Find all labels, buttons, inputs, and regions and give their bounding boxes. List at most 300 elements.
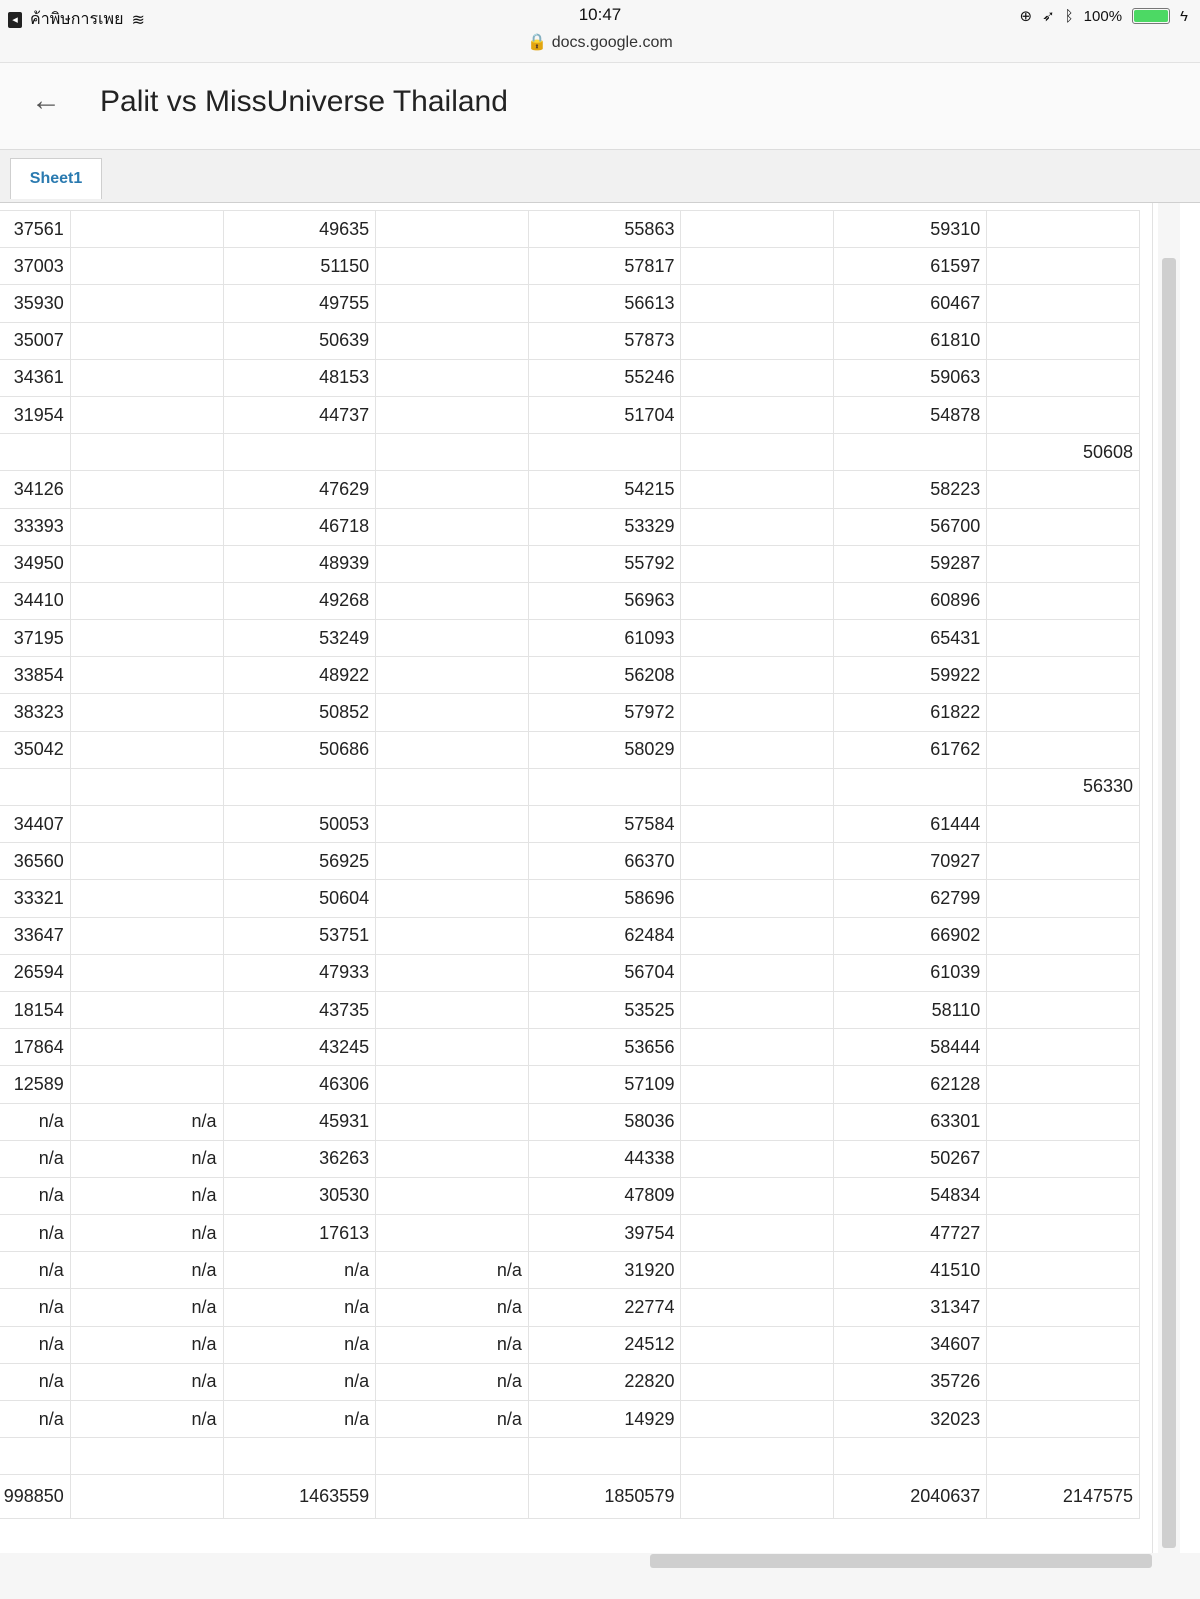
table-cell[interactable] <box>833 1438 987 1475</box>
table-cell[interactable]: n/a <box>223 1326 376 1363</box>
table-cell[interactable] <box>681 1177 833 1214</box>
table-cell[interactable]: 39754 <box>528 1215 681 1252</box>
table-cell[interactable]: n/a <box>0 1401 70 1438</box>
table-cell[interactable] <box>681 471 833 508</box>
table-cell[interactable] <box>987 917 1140 954</box>
table-cell[interactable]: 59287 <box>833 545 987 582</box>
table-cell[interactable]: 34950 <box>0 545 70 582</box>
table-cell[interactable]: 1463559 <box>223 1475 376 1519</box>
table-cell[interactable]: n/a <box>223 1401 376 1438</box>
battery-percent: 100% <box>1083 7 1123 25</box>
table-row <box>0 694 1140 731</box>
table-cell[interactable] <box>987 211 1140 248</box>
table-cell[interactable] <box>987 1363 1140 1400</box>
table-cell[interactable] <box>987 1029 1140 1066</box>
table-cell[interactable] <box>987 731 1140 768</box>
table-cell[interactable] <box>376 434 529 471</box>
table-cell[interactable] <box>376 471 529 508</box>
table-cell[interactable]: n/a <box>0 1103 70 1140</box>
table-cell[interactable]: 58223 <box>833 471 987 508</box>
table-cell[interactable] <box>681 582 833 619</box>
table-cell[interactable]: 24512 <box>528 1326 681 1363</box>
table-cell[interactable] <box>70 620 223 657</box>
table-cell[interactable]: 50053 <box>223 806 376 843</box>
table-cell[interactable]: n/a <box>223 1289 376 1326</box>
table-cell[interactable]: 66370 <box>528 843 681 880</box>
table-cell[interactable]: 41510 <box>833 1252 987 1289</box>
table-cell[interactable] <box>376 768 529 805</box>
table-cell[interactable]: 57584 <box>528 806 681 843</box>
table-cell[interactable] <box>681 1252 833 1289</box>
table-cell[interactable]: 62484 <box>528 917 681 954</box>
back-arrow-icon[interactable]: ← <box>31 84 61 117</box>
table-cell[interactable] <box>987 954 1140 991</box>
table-cell[interactable] <box>376 322 529 359</box>
table-cell[interactable] <box>681 806 833 843</box>
table-cell[interactable] <box>376 991 529 1028</box>
table-cell[interactable] <box>70 322 223 359</box>
table-cell[interactable]: 47933 <box>223 954 376 991</box>
table-cell[interactable] <box>70 359 223 396</box>
table-cell[interactable]: n/a <box>70 1289 223 1326</box>
url-text: docs.google.com <box>551 34 673 51</box>
table-cell[interactable] <box>376 396 529 433</box>
table-cell[interactable]: 46306 <box>223 1066 376 1103</box>
table-cell[interactable] <box>681 508 833 545</box>
table-cell[interactable]: 44737 <box>223 396 376 433</box>
table-row <box>0 582 1140 619</box>
table-cell[interactable]: 31347 <box>833 1289 987 1326</box>
table-cell[interactable]: 38323 <box>0 694 70 731</box>
orientation-lock-icon: ⊕ <box>1019 8 1033 25</box>
table-cell[interactable] <box>681 359 833 396</box>
table-cell[interactable]: 34361 <box>0 359 70 396</box>
table-cell[interactable] <box>681 843 833 880</box>
table-cell[interactable] <box>70 545 223 582</box>
table-cell[interactable] <box>987 545 1140 582</box>
table-cell[interactable] <box>376 1029 529 1066</box>
table-cell[interactable]: 56700 <box>833 508 987 545</box>
table-cell[interactable]: 33393 <box>0 508 70 545</box>
table-cell[interactable] <box>987 248 1140 285</box>
table-cell[interactable] <box>987 1177 1140 1214</box>
table-cell[interactable]: n/a <box>0 1326 70 1363</box>
table-cell[interactable] <box>987 880 1140 917</box>
table-cell[interactable]: 44338 <box>528 1140 681 1177</box>
table-cell[interactable] <box>681 248 833 285</box>
table-cell[interactable]: 32023 <box>833 1401 987 1438</box>
table-cell[interactable] <box>681 768 833 805</box>
table-cell[interactable]: 46718 <box>223 508 376 545</box>
table-cell[interactable] <box>987 1438 1140 1475</box>
table-cell[interactable] <box>681 917 833 954</box>
table-row <box>0 1289 1140 1326</box>
horizontal-scrollbar-thumb[interactable] <box>650 1554 1152 1568</box>
table-cell[interactable] <box>987 657 1140 694</box>
table-cell[interactable] <box>70 768 223 805</box>
table-cell[interactable] <box>681 954 833 991</box>
table-cell[interactable]: n/a <box>376 1363 529 1400</box>
table-cell[interactable] <box>70 657 223 694</box>
tab-sheet1[interactable]: Sheet1 <box>10 158 102 199</box>
table-row <box>0 1326 1140 1363</box>
table-cell[interactable]: 45931 <box>223 1103 376 1140</box>
table-cell[interactable] <box>376 1066 529 1103</box>
table-cell[interactable]: n/a <box>376 1326 529 1363</box>
battery-fill <box>1134 10 1168 22</box>
table-cell[interactable]: 57873 <box>528 322 681 359</box>
table-cell[interactable] <box>376 880 529 917</box>
table-cell[interactable]: n/a <box>223 1252 376 1289</box>
table-cell[interactable] <box>681 545 833 582</box>
table-cell[interactable] <box>681 1475 833 1519</box>
table-cell[interactable] <box>376 359 529 396</box>
table-cell[interactable] <box>681 880 833 917</box>
table-cell[interactable] <box>70 396 223 433</box>
table-cell[interactable] <box>70 471 223 508</box>
table-cell[interactable]: 66902 <box>833 917 987 954</box>
table-cell[interactable] <box>376 582 529 619</box>
table-cell[interactable] <box>70 434 223 471</box>
table-cell[interactable]: 56208 <box>528 657 681 694</box>
table-cell[interactable]: 49635 <box>223 211 376 248</box>
table-cell[interactable]: 30530 <box>223 1177 376 1214</box>
table-cell[interactable]: 61444 <box>833 806 987 843</box>
table-cell[interactable] <box>528 1438 681 1475</box>
table-cell[interactable] <box>376 1177 529 1214</box>
table-cell[interactable] <box>70 211 223 248</box>
table-cell[interactable]: 17613 <box>223 1215 376 1252</box>
table-cell[interactable]: n/a <box>0 1252 70 1289</box>
table-cell[interactable]: n/a <box>376 1289 529 1326</box>
table-cell[interactable] <box>376 954 529 991</box>
table-cell[interactable]: 36560 <box>0 843 70 880</box>
spreadsheet-grid[interactable] <box>0 203 1153 1553</box>
table-cell[interactable] <box>681 1140 833 1177</box>
table-cell[interactable]: 14929 <box>528 1401 681 1438</box>
table-cell[interactable] <box>681 1326 833 1363</box>
table-cell[interactable] <box>376 248 529 285</box>
table-cell[interactable] <box>528 768 681 805</box>
table-cell[interactable] <box>70 1066 223 1103</box>
table-cell[interactable]: 50686 <box>223 731 376 768</box>
table-cell[interactable]: 34607 <box>833 1326 987 1363</box>
table-cell[interactable]: 61762 <box>833 731 987 768</box>
table-cell[interactable]: 47727 <box>833 1215 987 1252</box>
table-cell[interactable] <box>70 508 223 545</box>
table-cell[interactable]: 53329 <box>528 508 681 545</box>
table-cell[interactable] <box>681 694 833 731</box>
table-cell[interactable]: n/a <box>70 1363 223 1400</box>
table-cell[interactable] <box>528 434 681 471</box>
table-cell[interactable] <box>376 657 529 694</box>
table-cell[interactable]: 61039 <box>833 954 987 991</box>
table-cell[interactable]: 63301 <box>833 1103 987 1140</box>
table-cell[interactable]: 50608 <box>987 434 1140 471</box>
table-cell[interactable] <box>681 620 833 657</box>
table-cell[interactable]: 35007 <box>0 322 70 359</box>
table-cell[interactable]: 61810 <box>833 322 987 359</box>
table-cell[interactable]: 22774 <box>528 1289 681 1326</box>
table-cell[interactable]: 51150 <box>223 248 376 285</box>
table-cell[interactable] <box>681 991 833 1028</box>
table-cell[interactable] <box>70 917 223 954</box>
table-cell[interactable] <box>681 285 833 322</box>
table-cell[interactable] <box>70 954 223 991</box>
table-cell[interactable] <box>681 1401 833 1438</box>
table-cell[interactable] <box>376 620 529 657</box>
table-cell[interactable]: 998850 <box>0 1475 70 1519</box>
vertical-scrollbar-thumb[interactable] <box>1162 258 1176 1548</box>
table-row <box>0 1140 1140 1177</box>
table-cell[interactable] <box>223 434 376 471</box>
table-cell[interactable]: 53751 <box>223 917 376 954</box>
table-cell[interactable]: n/a <box>0 1177 70 1214</box>
table-cell[interactable] <box>681 657 833 694</box>
table-cell[interactable]: n/a <box>223 1363 376 1400</box>
table-cell[interactable] <box>70 806 223 843</box>
table-cell[interactable]: 26594 <box>0 954 70 991</box>
table-cell[interactable]: 57972 <box>528 694 681 731</box>
table-cell[interactable] <box>376 211 529 248</box>
table-cell[interactable]: 70927 <box>833 843 987 880</box>
table-cell[interactable]: 43245 <box>223 1029 376 1066</box>
table-cell[interactable]: n/a <box>70 1401 223 1438</box>
table-cell[interactable]: 65431 <box>833 620 987 657</box>
table-cell[interactable] <box>987 1215 1140 1252</box>
table-cell[interactable] <box>376 843 529 880</box>
table-cell[interactable]: 36263 <box>223 1140 376 1177</box>
table-cell[interactable]: 57109 <box>528 1066 681 1103</box>
table-cell[interactable] <box>376 545 529 582</box>
table-cell[interactable]: n/a <box>376 1252 529 1289</box>
table-cell[interactable]: 58696 <box>528 880 681 917</box>
table-cell[interactable]: 58029 <box>528 731 681 768</box>
table-cell[interactable]: 55246 <box>528 359 681 396</box>
table-cell[interactable]: 53525 <box>528 991 681 1028</box>
table-cell[interactable]: 58444 <box>833 1029 987 1066</box>
table-row <box>0 768 1140 805</box>
table-cell[interactable] <box>70 285 223 322</box>
table-cell[interactable]: 51704 <box>528 396 681 433</box>
table-cell[interactable]: 58110 <box>833 991 987 1028</box>
table-cell[interactable] <box>376 1140 529 1177</box>
table-cell[interactable] <box>833 434 987 471</box>
table-cell[interactable]: 12589 <box>0 1066 70 1103</box>
table-cell[interactable]: 33854 <box>0 657 70 694</box>
table-cell[interactable]: 56925 <box>223 843 376 880</box>
table-cell[interactable] <box>70 1438 223 1475</box>
table-cell[interactable]: 54834 <box>833 1177 987 1214</box>
table-cell[interactable]: 1850579 <box>528 1475 681 1519</box>
table-cell[interactable] <box>987 508 1140 545</box>
table-cell[interactable]: 35042 <box>0 731 70 768</box>
table-cell[interactable]: 54215 <box>528 471 681 508</box>
table-cell[interactable] <box>987 322 1140 359</box>
table-cell[interactable]: 43735 <box>223 991 376 1028</box>
table-cell[interactable]: 48153 <box>223 359 376 396</box>
table-cell[interactable]: 59063 <box>833 359 987 396</box>
table-cell[interactable]: 54878 <box>833 396 987 433</box>
table-cell[interactable]: n/a <box>70 1140 223 1177</box>
table-cell[interactable]: 61597 <box>833 248 987 285</box>
table-cell[interactable] <box>70 843 223 880</box>
table-cell[interactable]: n/a <box>70 1103 223 1140</box>
table-cell[interactable]: 31954 <box>0 396 70 433</box>
table-cell[interactable]: 58036 <box>528 1103 681 1140</box>
table-cell[interactable]: 53249 <box>223 620 376 657</box>
table-cell[interactable] <box>70 880 223 917</box>
table-cell[interactable] <box>0 768 70 805</box>
table-cell[interactable] <box>223 1438 376 1475</box>
table-cell[interactable]: 49268 <box>223 582 376 619</box>
table-cell[interactable]: 33647 <box>0 917 70 954</box>
table-cell[interactable] <box>987 694 1140 731</box>
table-cell[interactable] <box>987 285 1140 322</box>
table-cell[interactable] <box>987 991 1140 1028</box>
table-cell[interactable]: 48939 <box>223 545 376 582</box>
table-cell[interactable] <box>987 359 1140 396</box>
table-cell[interactable] <box>70 248 223 285</box>
table-cell[interactable] <box>681 1029 833 1066</box>
table-cell[interactable] <box>681 1215 833 1252</box>
table-cell[interactable]: 48922 <box>223 657 376 694</box>
table-cell[interactable] <box>376 508 529 545</box>
table-cell[interactable]: n/a <box>70 1252 223 1289</box>
table-cell[interactable]: n/a <box>70 1177 223 1214</box>
table-cell[interactable] <box>70 731 223 768</box>
table-cell[interactable]: 62799 <box>833 880 987 917</box>
table-cell[interactable]: 61093 <box>528 620 681 657</box>
table-cell[interactable]: 18154 <box>0 991 70 1028</box>
table-cell[interactable]: 59922 <box>833 657 987 694</box>
table-cell[interactable] <box>0 434 70 471</box>
table-cell[interactable]: n/a <box>70 1215 223 1252</box>
table-cell[interactable]: 53656 <box>528 1029 681 1066</box>
table-cell[interactable] <box>987 396 1140 433</box>
table-cell[interactable]: 34126 <box>0 471 70 508</box>
table-cell[interactable]: 61822 <box>833 694 987 731</box>
table-cell[interactable] <box>681 1289 833 1326</box>
table-cell[interactable] <box>376 1475 529 1519</box>
table-cell[interactable] <box>376 285 529 322</box>
table-cell[interactable] <box>987 1066 1140 1103</box>
table-cell[interactable]: n/a <box>70 1326 223 1363</box>
table-cell[interactable]: 50639 <box>223 322 376 359</box>
table-cell[interactable]: n/a <box>0 1140 70 1177</box>
bluetooth-icon: ᛒ <box>1064 7 1074 25</box>
table-cell[interactable]: n/a <box>0 1289 70 1326</box>
table-cell[interactable] <box>70 1029 223 1066</box>
table-cell[interactable] <box>987 1289 1140 1326</box>
table-cell[interactable]: 55863 <box>528 211 681 248</box>
table-cell[interactable]: 47629 <box>223 471 376 508</box>
table-cell[interactable] <box>70 694 223 731</box>
browser-url[interactable]: 🔒 docs.google.com <box>527 34 673 51</box>
table-cell[interactable] <box>376 731 529 768</box>
table-cell[interactable]: n/a <box>0 1363 70 1400</box>
table-cell[interactable]: 49755 <box>223 285 376 322</box>
table-cell[interactable]: 47809 <box>528 1177 681 1214</box>
table-row <box>0 359 1140 396</box>
table-cell[interactable] <box>987 806 1140 843</box>
table-cell[interactable] <box>681 1103 833 1140</box>
table-cell[interactable] <box>376 694 529 731</box>
table-cell[interactable]: 57817 <box>528 248 681 285</box>
table-cell[interactable] <box>376 917 529 954</box>
table-cell[interactable]: 37003 <box>0 248 70 285</box>
table-cell[interactable]: 22820 <box>528 1363 681 1400</box>
table-cell[interactable]: 60896 <box>833 582 987 619</box>
table-cell[interactable]: 62128 <box>833 1066 987 1103</box>
table-cell[interactable]: 37195 <box>0 620 70 657</box>
table-cell[interactable]: 56963 <box>528 582 681 619</box>
table-cell[interactable] <box>681 1363 833 1400</box>
table-cell[interactable] <box>987 471 1140 508</box>
table-cell[interactable]: 35726 <box>833 1363 987 1400</box>
table-cell[interactable] <box>987 582 1140 619</box>
table-cell[interactable]: 35930 <box>0 285 70 322</box>
table-cell[interactable] <box>70 1475 223 1519</box>
table-cell[interactable]: 50604 <box>223 880 376 917</box>
table-cell[interactable]: 56330 <box>987 768 1140 805</box>
table-cell[interactable]: 17864 <box>0 1029 70 1066</box>
table-cell[interactable] <box>376 806 529 843</box>
table-cell[interactable] <box>376 1215 529 1252</box>
table-cell[interactable] <box>987 1401 1140 1438</box>
table-cell[interactable]: 60467 <box>833 285 987 322</box>
table-cell[interactable] <box>987 1326 1140 1363</box>
table-cell[interactable]: 2040637 <box>833 1475 987 1519</box>
table-cell[interactable] <box>681 731 833 768</box>
table-cell[interactable]: 33321 <box>0 880 70 917</box>
table-cell[interactable] <box>987 620 1140 657</box>
table-cell[interactable] <box>681 434 833 471</box>
table-cell[interactable] <box>987 843 1140 880</box>
table-cell[interactable]: 50852 <box>223 694 376 731</box>
table-cell[interactable]: 34407 <box>0 806 70 843</box>
table-cell[interactable]: 34410 <box>0 582 70 619</box>
table-cell[interactable]: 56704 <box>528 954 681 991</box>
table-cell[interactable] <box>376 1103 529 1140</box>
table-cell[interactable] <box>70 991 223 1028</box>
back-to-app-icon[interactable]: ◂ <box>8 12 22 28</box>
table-cell[interactable] <box>70 582 223 619</box>
table-cell[interactable]: n/a <box>0 1215 70 1252</box>
table-cell[interactable]: 59310 <box>833 211 987 248</box>
table-cell[interactable] <box>987 1140 1140 1177</box>
table-cell[interactable]: 55792 <box>528 545 681 582</box>
table-cell[interactable] <box>681 1438 833 1475</box>
table-cell[interactable] <box>987 1252 1140 1289</box>
table-cell[interactable]: 31920 <box>528 1252 681 1289</box>
table-cell[interactable] <box>681 1066 833 1103</box>
table-cell[interactable] <box>0 1438 70 1475</box>
table-cell[interactable] <box>987 1103 1140 1140</box>
table-cell[interactable] <box>681 211 833 248</box>
table-cell[interactable] <box>376 1438 529 1475</box>
sheet-tab-bar <box>0 150 1200 203</box>
table-cell[interactable]: 56613 <box>528 285 681 322</box>
table-cell[interactable] <box>681 322 833 359</box>
table-cell[interactable] <box>833 768 987 805</box>
table-cell[interactable]: n/a <box>376 1401 529 1438</box>
table-cell[interactable]: 37561 <box>0 211 70 248</box>
table-cell[interactable]: 50267 <box>833 1140 987 1177</box>
table-cell[interactable]: 2147575 <box>987 1475 1140 1519</box>
table-cell[interactable] <box>681 396 833 433</box>
table-cell[interactable] <box>223 768 376 805</box>
